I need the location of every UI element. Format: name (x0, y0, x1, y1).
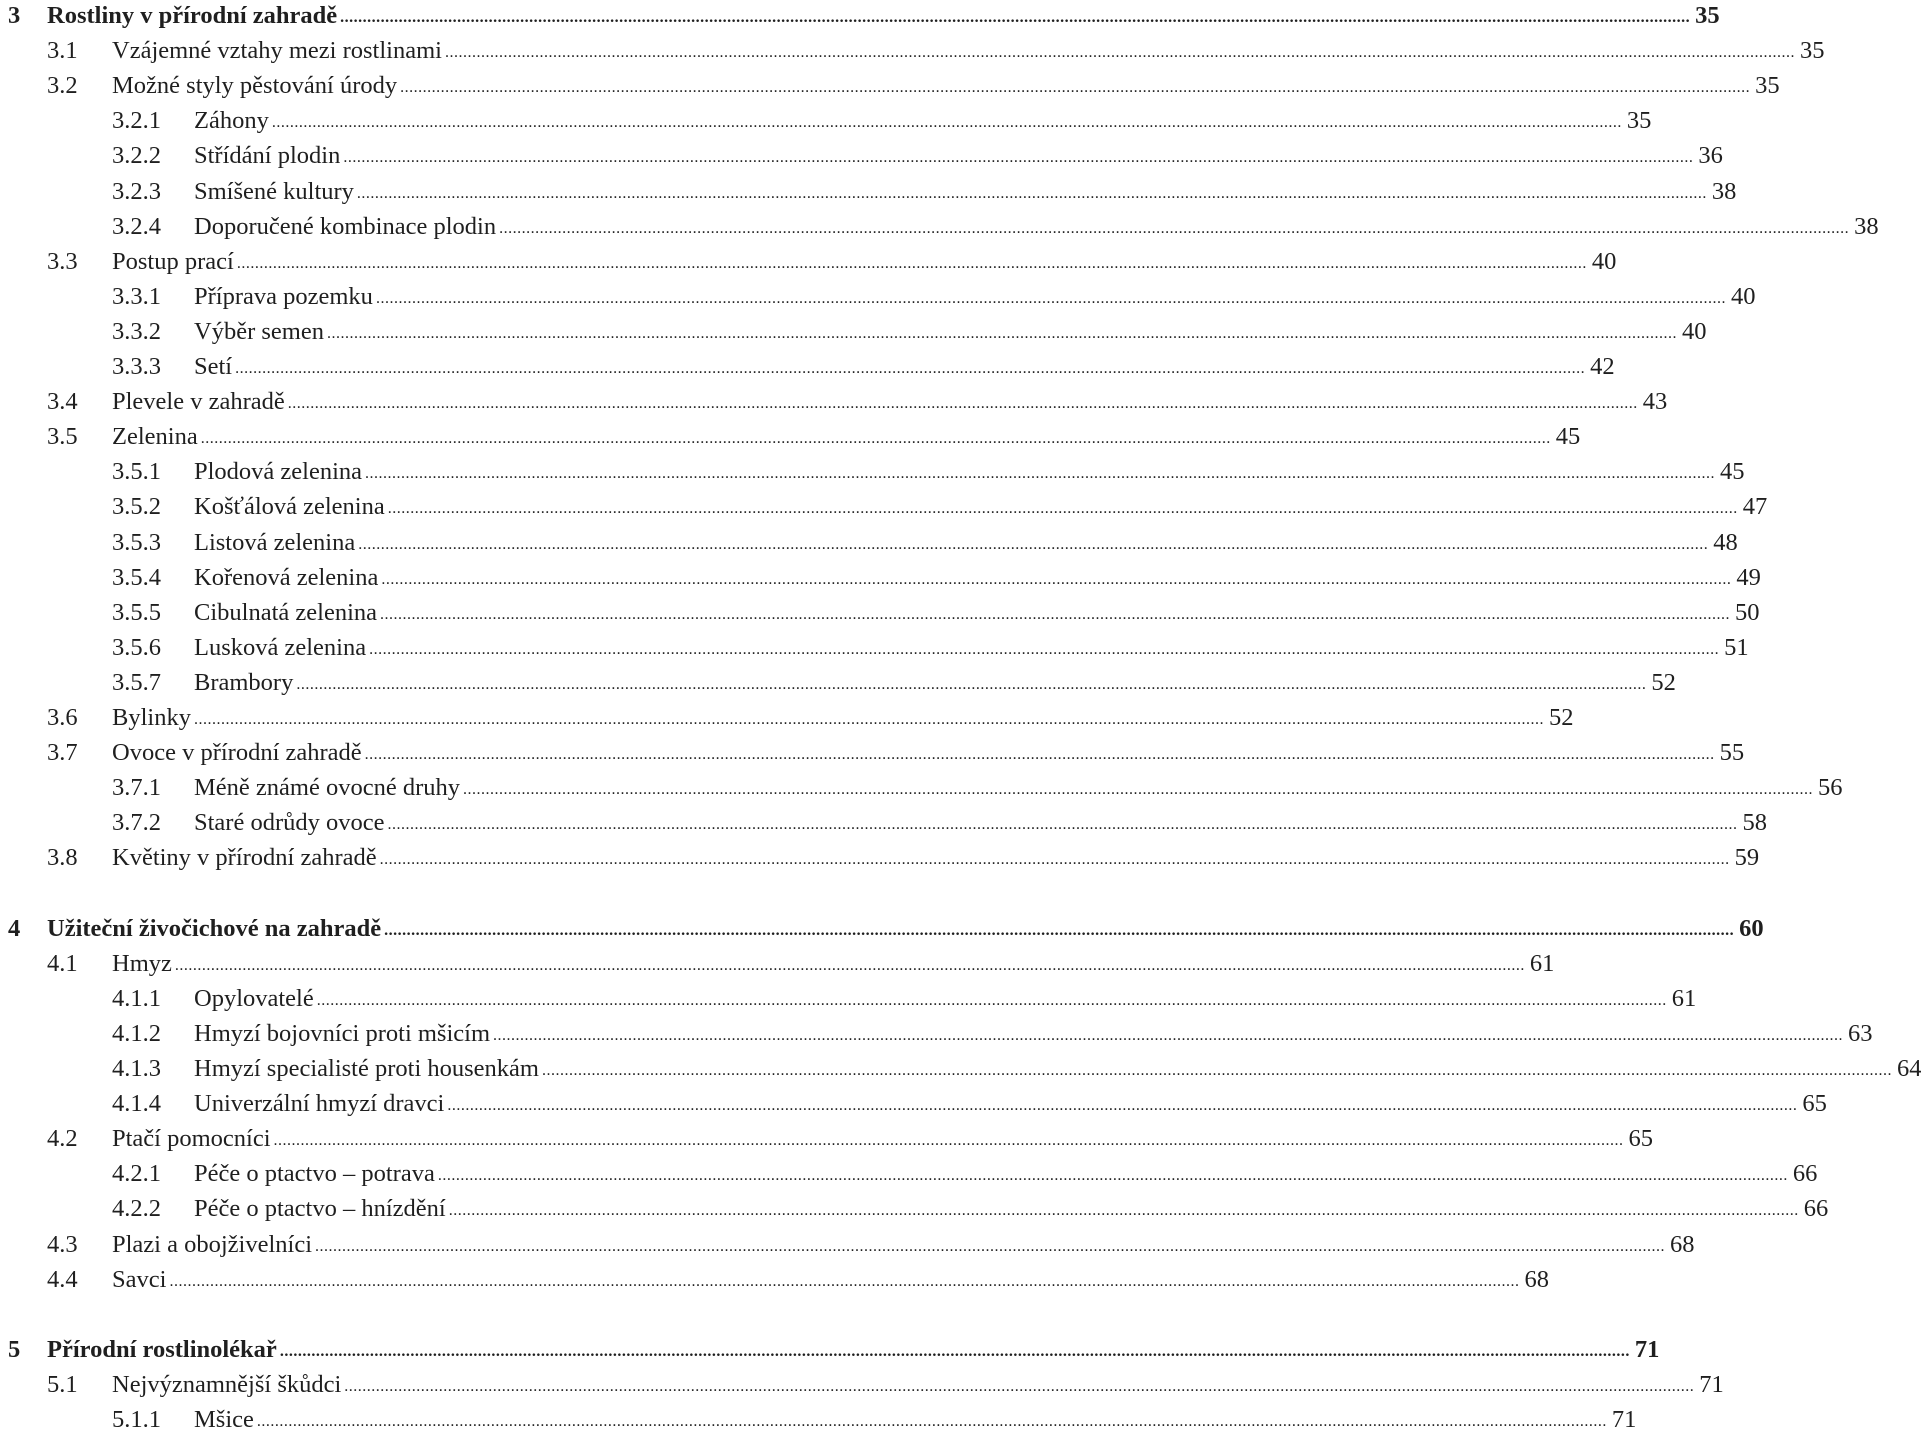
toc-entry-number: 3.7 (47, 739, 78, 766)
toc-entry-body (194, 596, 1760, 633)
toc-page-number: 52 (1548, 704, 1574, 731)
toc-page-number: 66 (1803, 1195, 1829, 1222)
toc-page-number: 71 (1699, 1371, 1724, 1398)
toc-dot-leader: ............................................................................................................................................................................................................................................................................................................ (387, 816, 1738, 833)
toc-entry-number: 3.1 (47, 37, 78, 64)
toc-entry-title: Péče o ptactvo – potrava (194, 1160, 435, 1187)
toc-section-entry (0, 701, 1574, 735)
toc-page-number: 60 (1739, 915, 1764, 942)
toc-subsection-entry (0, 490, 1768, 524)
toc-entry-body (194, 1017, 1873, 1054)
toc-page-number: 63 (1848, 1020, 1873, 1047)
toc-entry-title: Nejvýznamnější škůdci (112, 1371, 342, 1398)
toc-chapter-entry (0, 0, 1720, 33)
toc-dot-leader: ............................................................................................................................................................................................................................................................................................................ (316, 992, 1667, 1009)
toc-entry-title: Brambory (194, 669, 294, 696)
toc-entry-body (194, 1403, 1637, 1440)
toc-entry-number: 3.5 (47, 423, 78, 450)
toc-dot-leader: ............................................................................................................................................................................................................................................................................................................ (463, 781, 1813, 798)
toc-dot-leader: ............................................................................................................................................................................................................................................................................................................ (381, 571, 1732, 588)
toc-dot-leader: ............................................................................................................................................................................................................................................................................................................ (541, 1062, 1892, 1079)
toc-entry-title: Bylinky (112, 704, 191, 731)
toc-page-number: 47 (1742, 493, 1768, 520)
toc-page-number: 66 (1792, 1160, 1818, 1187)
toc-page-number: 43 (1642, 388, 1668, 415)
toc-section-entry (0, 1122, 1654, 1156)
toc-page-number: 65 (1802, 1090, 1827, 1117)
toc-entry-number: 3.7.2 (112, 809, 161, 836)
toc-subsection-entry (0, 1052, 1921, 1086)
toc-entry-body (194, 139, 1723, 176)
toc-dot-leader: ............................................................................................................................................................................................................................................................................................................ (437, 1167, 1788, 1184)
toc-entry-title: Rostliny v přírodní zahradě (47, 2, 338, 29)
toc-entry-title: Plazi a obojživelníci (112, 1231, 313, 1258)
toc-section-entry (0, 947, 1555, 981)
toc-entry-number: 3.5.4 (112, 564, 161, 591)
toc-subsection-entry (0, 596, 1760, 630)
toc-entry-body (194, 806, 1767, 843)
toc-page-number: 35 (1799, 37, 1825, 64)
toc-page-number: 64 (1896, 1055, 1921, 1082)
toc-entry-body (47, 0, 1720, 36)
toc-dot-leader: ............................................................................................................................................................................................................................................................................................................ (235, 360, 1586, 377)
toc-entry-number: 5.1 (47, 1371, 78, 1398)
toc-entry-title: Přírodní rostlinolékař (47, 1336, 277, 1363)
toc-section-entry (0, 1228, 1695, 1262)
toc-entry-body (194, 982, 1697, 1019)
toc-entry-title: Postup prací (112, 248, 234, 275)
toc-entry-title: Univerzální hmyzí dravci (194, 1090, 445, 1117)
toc-entry-body (112, 69, 1780, 106)
toc-dot-leader: ............................................................................................................................................................................................................................................................................................................ (493, 1027, 1844, 1044)
toc-page-number: 51 (1724, 634, 1749, 661)
toc-page-number: 36 (1698, 142, 1723, 169)
toc-entry-body (194, 1192, 1829, 1229)
toc-page-number: 61 (1671, 985, 1697, 1012)
toc-page-number: 65 (1628, 1125, 1654, 1152)
toc-page-number: 42 (1590, 353, 1615, 380)
toc-page-number: 71 (1611, 1406, 1637, 1433)
toc-dot-leader: ............................................................................................................................................................................................................................................................................................................ (271, 114, 1622, 131)
toc-page-number: 58 (1742, 809, 1767, 836)
toc-subsection-entry (0, 631, 1749, 665)
toc-subsection-entry (0, 526, 1738, 560)
toc-entry-title: Doporučené kombinace plodin (194, 213, 497, 240)
toc-entry-title: Opylovatelé (194, 985, 314, 1012)
toc-entry-number: 4.2.1 (112, 1160, 161, 1187)
toc-entry-number: 3.3.2 (112, 318, 161, 345)
toc-entry-title: Střídání plodin (194, 142, 341, 169)
toc-entry-number: 3.2 (47, 72, 78, 99)
toc-entry-title: Výběr semen (194, 318, 324, 345)
toc-entry-number: 4.1 (47, 950, 78, 977)
toc-entry-number: 3.7.1 (112, 774, 161, 801)
toc-entry-number: 3.3 (47, 248, 78, 275)
toc-subsection-entry (0, 350, 1615, 384)
toc-dot-leader: ............................................................................................................................................................................................................................................................................................................ (256, 1413, 1607, 1430)
toc-chapter-entry (0, 1333, 1660, 1367)
toc-chapter-entry (0, 912, 1764, 946)
toc-entry-body (112, 947, 1555, 984)
toc-entry-title: Kořenová zelenina (194, 564, 379, 591)
toc-page-number: 40 (1591, 248, 1617, 275)
toc-dot-leader: ............................................................................................................................................................................................................................................................................................................ (236, 255, 1587, 272)
toc-entry-body (112, 245, 1617, 282)
toc-page-number: 61 (1529, 950, 1555, 977)
toc-entry-body (112, 841, 1760, 878)
toc-page-number: 56 (1818, 774, 1843, 801)
toc-dot-leader: ............................................................................................................................................................................................................................................................................................................ (343, 149, 1694, 166)
toc-entry-number: 3 (8, 2, 21, 29)
toc-subsection-entry (0, 1157, 1818, 1191)
toc-entry-number: 3.2.3 (112, 178, 161, 205)
toc-section-entry (0, 1368, 1724, 1402)
toc-entry-title: Hmyzí specialisté proti housenkám (194, 1055, 539, 1082)
toc-entry-number: 3.2.4 (112, 213, 161, 240)
toc-page-number: 38 (1711, 178, 1737, 205)
toc-dot-leader: ............................................................................................................................................................................................................................................................................................................ (356, 185, 1707, 202)
toc-entry-body (47, 1333, 1660, 1370)
toc-entry-body (194, 104, 1652, 141)
toc-dot-leader: ............................................................................................................................................................................................................................................................................................................ (279, 1343, 1630, 1360)
toc-page-number: 68 (1524, 1266, 1549, 1293)
toc-page-number: 71 (1634, 1336, 1660, 1363)
toc-section-entry (0, 420, 1581, 454)
toc-page-number: 55 (1719, 739, 1745, 766)
toc-entry-body (112, 420, 1581, 457)
toc-entry-number: 3.3.3 (112, 353, 161, 380)
toc-section-entry (0, 736, 1745, 770)
toc-entry-title: Smíšené kultury (194, 178, 354, 205)
toc-entry-body (112, 701, 1574, 738)
toc-subsection-entry (0, 175, 1737, 209)
toc-subsection-entry (0, 210, 1879, 244)
toc-entry-number: 3.5.2 (112, 493, 161, 520)
toc-page-number: 68 (1670, 1231, 1695, 1258)
toc-entry-title: Plodová zelenina (194, 458, 363, 485)
toc-dot-leader: ............................................................................................................................................................................................................................................................................................................ (448, 1202, 1799, 1219)
toc-page-number: 38 (1854, 213, 1879, 240)
toc-entry-title: Příprava pozemku (194, 283, 373, 310)
toc-entry-body (112, 1263, 1549, 1300)
toc-entry-number: 4.4 (47, 1266, 78, 1293)
toc-entry-title: Hmyz (112, 950, 172, 977)
toc-page-number: 45 (1555, 423, 1581, 450)
toc-entry-title: Plevele v zahradě (112, 388, 285, 415)
toc-entry-title: Setí (194, 353, 233, 380)
toc-entry-title: Záhony (194, 107, 269, 134)
toc-page-number: 40 (1681, 318, 1707, 345)
toc-entry-number: 3.2.1 (112, 107, 161, 134)
toc-section-entry (0, 1263, 1549, 1297)
toc-dot-leader: ............................................................................................................................................................................................................................................................................................................ (193, 711, 1544, 728)
toc-entry-body (194, 1157, 1818, 1194)
toc-subsection-entry (0, 561, 1761, 595)
toc-entry-title: Zelenina (112, 423, 198, 450)
toc-subsection-entry (0, 771, 1843, 805)
toc-subsection-entry (0, 1087, 1827, 1121)
toc-entry-number: 3.6 (47, 704, 78, 731)
toc-entry-number: 3.5.6 (112, 634, 161, 661)
toc-entry-number: 3.3.1 (112, 283, 161, 310)
toc-entry-body (194, 210, 1879, 247)
toc-entry-number: 4 (8, 915, 21, 942)
toc-dot-leader: ............................................................................................................................................................................................................................................................................................................ (444, 44, 1795, 61)
toc-dot-leader: ............................................................................................................................................................................................................................................................................................................ (375, 290, 1726, 307)
toc-dot-leader: ............................................................................................................................................................................................................................................................................................................ (296, 676, 1647, 693)
toc-entry-number: 4.2.2 (112, 1195, 161, 1222)
toc-dot-leader: ............................................................................................................................................................................................................................................................................................................ (499, 220, 1850, 237)
toc-entry-body (47, 912, 1764, 949)
toc-entry-body (194, 455, 1745, 492)
toc-entry-number: 3.5.5 (112, 599, 161, 626)
toc-dot-leader: ............................................................................................................................................................................................................................................................................................................ (387, 500, 1738, 517)
toc-dot-leader: ............................................................................................................................................................................................................................................................................................................ (340, 9, 1691, 26)
toc-entry-body (194, 175, 1737, 212)
toc-entry-body (194, 1087, 1827, 1124)
toc-section-entry (0, 841, 1760, 875)
toc-dot-leader: ............................................................................................................................................................................................................................................................................................................ (169, 1273, 1520, 1290)
toc-dot-leader: ............................................................................................................................................................................................................................................................................................................ (174, 957, 1525, 974)
toc-entry-number: 4.1.3 (112, 1055, 161, 1082)
toc-entry-title: Mšice (194, 1406, 254, 1433)
toc-entry-title: Vzájemné vztahy mezi rostlinami (112, 37, 442, 64)
toc-subsection-entry (0, 315, 1707, 349)
toc-entry-body (194, 315, 1707, 352)
toc-entry-title: Staré odrůdy ovoce (194, 809, 385, 836)
toc-entry-body (194, 526, 1738, 563)
toc-entry-title: Ptačí pomocníci (112, 1125, 271, 1152)
toc-dot-leader: ............................................................................................................................................................................................................................................................................................................ (358, 536, 1709, 553)
toc-dot-leader: ............................................................................................................................................................................................................................................................................................................ (344, 1378, 1695, 1395)
toc-entry-title: Lusková zelenina (194, 634, 367, 661)
toc-entry-number: 3.5.1 (112, 458, 161, 485)
toc-page-number: 35 (1755, 72, 1780, 99)
toc-entry-number: 3.2.2 (112, 142, 161, 169)
toc-entry-body (112, 1368, 1724, 1405)
toc-entry-title: Hmyzí bojovníci proti mšicím (194, 1020, 491, 1047)
toc-subsection-entry (0, 982, 1697, 1016)
toc-entry-body (194, 631, 1749, 668)
toc-entry-title: Květiny v přírodní zahradě (112, 844, 377, 871)
toc-entry-number: 3.8 (47, 844, 78, 871)
toc-entry-body (112, 1228, 1695, 1265)
toc-section-entry (0, 34, 1825, 68)
toc-section-entry (0, 385, 1668, 419)
toc-entry-body (194, 666, 1676, 703)
toc-subsection-entry (0, 1403, 1637, 1437)
toc-entry-title: Cibulnatá zelenina (194, 599, 377, 626)
toc-entry-title: Možné styly pěstování úrody (112, 72, 398, 99)
toc-entry-title: Méně známé ovocné druhy (194, 774, 460, 801)
toc-dot-leader: ............................................................................................................................................................................................................................................................................................................ (380, 606, 1730, 623)
toc-subsection-entry (0, 1192, 1829, 1226)
toc-page-number: 48 (1713, 529, 1738, 556)
toc-entry-body (194, 771, 1843, 808)
toc-dot-leader: ............................................................................................................................................................................................................................................................................................................ (369, 641, 1720, 658)
toc-entry-title: Péče o ptactvo – hnízdění (194, 1195, 446, 1222)
toc-entry-body (112, 34, 1825, 71)
toc-dot-leader: ............................................................................................................................................................................................................................................................................................................ (379, 851, 1730, 868)
toc-dot-leader: ............................................................................................................................................................................................................................................................................................................ (400, 79, 1751, 96)
toc-subsection-entry (0, 104, 1652, 138)
toc-entry-body (194, 490, 1768, 527)
toc-entry-title: Listová zelenina (194, 529, 356, 556)
toc-subsection-entry (0, 280, 1756, 314)
toc-page-number: 50 (1735, 599, 1760, 626)
toc-entry-title: Ovoce v přírodní zahradě (112, 739, 362, 766)
toc-subsection-entry (0, 1017, 1873, 1051)
toc-entry-number: 3.5.7 (112, 669, 161, 696)
toc-dot-leader: ............................................................................................................................................................................................................................................................................................................ (365, 465, 1716, 482)
toc-page-number: 35 (1626, 107, 1652, 134)
toc-page-number: 49 (1736, 564, 1761, 591)
toc-entry-title: Užiteční živočichové na zahradě (47, 915, 382, 942)
toc-dot-leader: ............................................................................................................................................................................................................................................................................................................ (200, 430, 1551, 447)
toc-subsection-entry (0, 455, 1745, 489)
toc-dot-leader: ............................................................................................................................................................................................................................................................................................................ (326, 325, 1677, 342)
toc-dot-leader: ............................................................................................................................................................................................................................................................................................................ (364, 746, 1715, 763)
toc-entry-title: Košťálová zelenina (194, 493, 385, 520)
toc-section-entry (0, 69, 1780, 103)
toc-subsection-entry (0, 666, 1676, 700)
toc-entry-body (112, 1122, 1654, 1159)
toc-entry-body (194, 1052, 1921, 1089)
toc-entry-body (194, 561, 1761, 598)
toc-dot-leader: ............................................................................................................................................................................................................................................................................................................ (384, 922, 1735, 939)
toc-entry-number: 3.4 (47, 388, 78, 415)
toc-entry-number: 5.1.1 (112, 1406, 161, 1433)
toc-dot-leader: ............................................................................................................................................................................................................................................................................................................ (447, 1097, 1798, 1114)
toc-subsection-entry (0, 139, 1723, 173)
toc-page-number: 40 (1730, 283, 1756, 310)
toc-dot-leader: ............................................................................................................................................................................................................................................................................................................ (315, 1238, 1666, 1255)
toc-page-number: 35 (1695, 2, 1720, 29)
toc-dot-leader: ............................................................................................................................................................................................................................................................................................................ (287, 395, 1638, 412)
toc-page-number: 59 (1734, 844, 1760, 871)
toc-entry-number: 3.5.3 (112, 529, 161, 556)
toc-entry-number: 5 (8, 1336, 21, 1363)
toc-entry-title: Savci (112, 1266, 167, 1293)
toc-page-number: 52 (1651, 669, 1676, 696)
toc-section-entry (0, 245, 1617, 279)
toc-entry-number: 4.1.2 (112, 1020, 161, 1047)
toc-entry-body (194, 280, 1756, 317)
toc-page-number: 45 (1720, 458, 1745, 485)
toc-entry-number: 4.3 (47, 1231, 78, 1258)
toc-entry-body (194, 350, 1615, 387)
toc-entry-number: 4.2 (47, 1125, 78, 1152)
toc-entry-number: 4.1.1 (112, 985, 161, 1012)
toc-entry-number: 4.1.4 (112, 1090, 161, 1117)
toc-subsection-entry (0, 806, 1767, 840)
toc-entry-body (112, 385, 1668, 422)
toc-dot-leader: ............................................................................................................................................................................................................................................................................................................ (273, 1132, 1624, 1149)
toc-entry-body (112, 736, 1745, 773)
